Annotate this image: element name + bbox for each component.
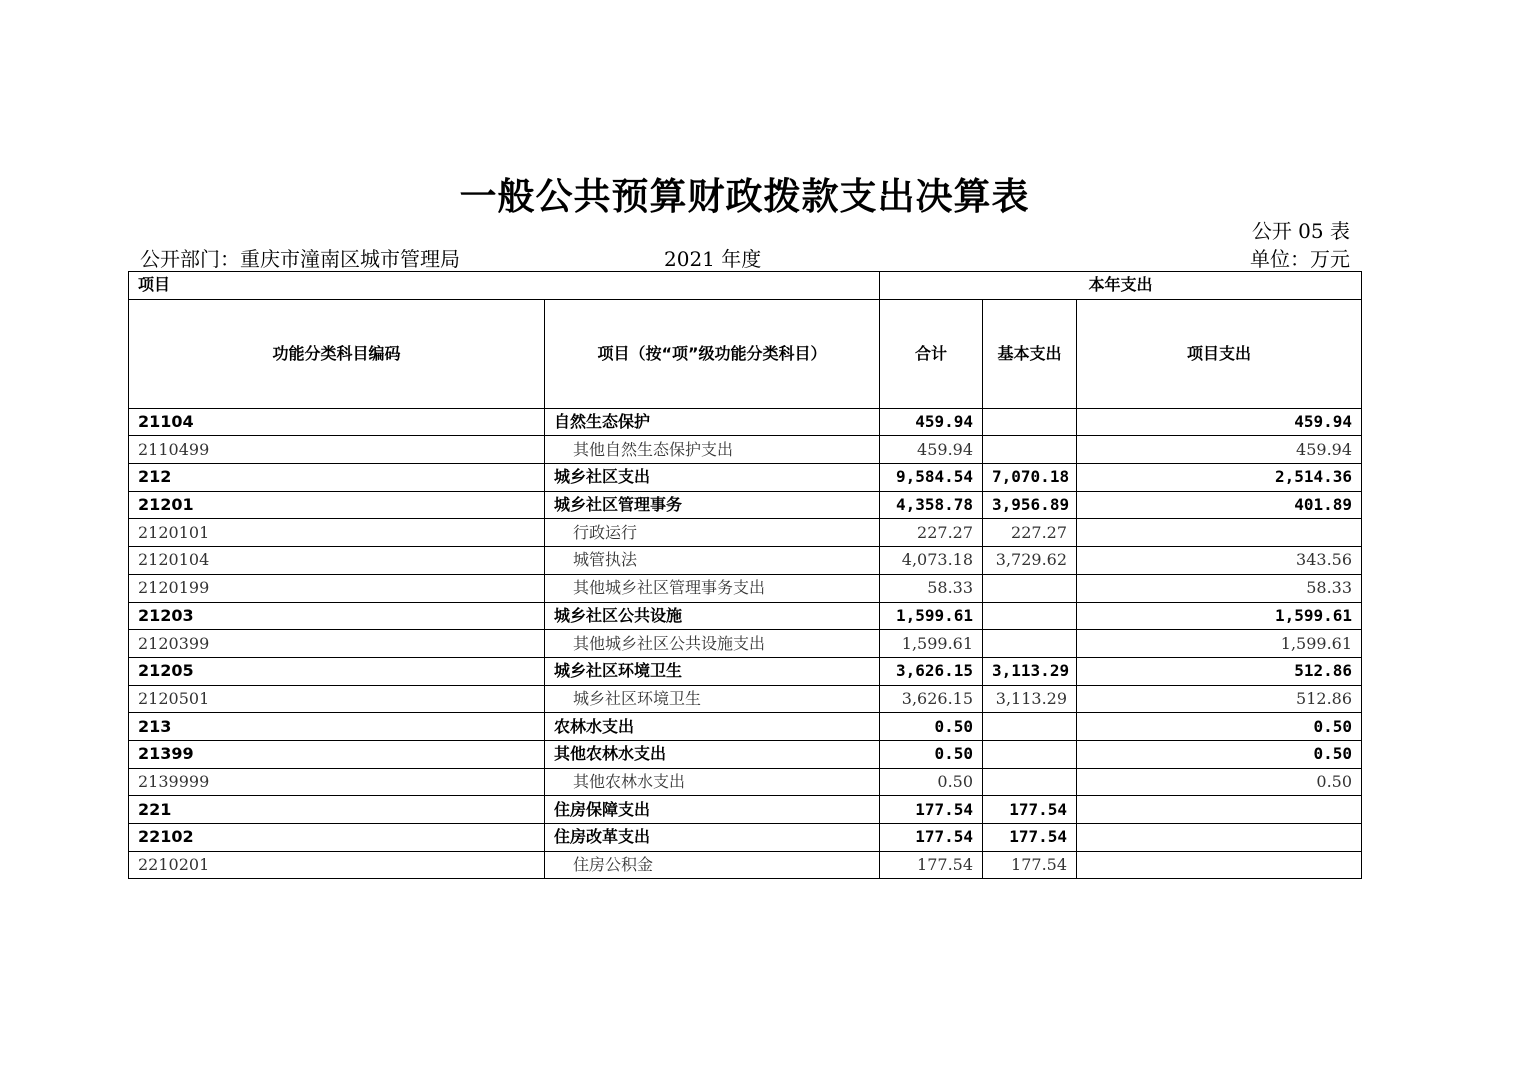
cell-project: 0.50 [1077,713,1362,741]
cell-project [1077,824,1362,852]
cell-project: 401.89 [1077,491,1362,519]
table-row [129,547,1362,575]
cell-total: 0.50 [880,768,983,796]
cell-total: 0.50 [880,740,983,768]
cell-basic [983,436,1077,464]
cell-total: 177.54 [880,796,983,824]
cell-basic [983,740,1077,768]
table-row [129,574,1362,602]
cell-project: 1,599.61 [1077,602,1362,630]
cell-total: 227.27 [880,519,983,547]
cell-name: 城乡社区管理事务 [545,491,880,519]
cell-code: 2120399 [129,630,545,658]
cell-project: 58.33 [1077,574,1362,602]
cell-name: 城乡社区环境卫生 [545,685,880,713]
header-project: 项目支出 [1077,299,1362,408]
table-row [129,464,1362,492]
cell-code: 21205 [129,657,545,685]
cell-basic [983,713,1077,741]
table-row [129,796,1362,824]
cell-code: 21399 [129,740,545,768]
cell-total: 177.54 [880,824,983,852]
cell-project: 2,514.36 [1077,464,1362,492]
unit-label: 单位：万元 [1250,247,1350,271]
cell-name: 住房公积金 [545,851,880,879]
header-row-top [129,272,1362,300]
cell-basic: 3,956.89 [983,491,1077,519]
cell-name: 行政运行 [545,519,880,547]
header-name: 项目（按“项”级功能分类科目） [545,299,880,408]
table-row [129,519,1362,547]
department-label: 公开部门：重庆市潼南区城市管理局 [140,247,460,271]
cell-project: 512.86 [1077,657,1362,685]
header-item: 项目 [129,272,880,300]
table-row [129,630,1362,658]
cell-name: 城管执法 [545,547,880,575]
cell-code: 2120101 [129,519,545,547]
header-code: 功能分类科目编码 [129,299,545,408]
table-row [129,436,1362,464]
cell-total: 0.50 [880,713,983,741]
cell-name: 其他城乡社区管理事务支出 [545,574,880,602]
cell-project: 1,599.61 [1077,630,1362,658]
cell-name: 其他农林水支出 [545,740,880,768]
cell-basic: 3,113.29 [983,685,1077,713]
cell-project: 0.50 [1077,768,1362,796]
cell-basic: 3,729.62 [983,547,1077,575]
header-current-year: 本年支出 [880,272,1362,300]
cell-project: 343.56 [1077,547,1362,575]
cell-name: 城乡社区环境卫生 [545,657,880,685]
header-row-columns [129,299,1362,408]
cell-total: 459.94 [880,436,983,464]
cell-basic: 3,113.29 [983,657,1077,685]
cell-name: 其他农林水支出 [545,768,880,796]
cell-basic [983,768,1077,796]
table-row [129,491,1362,519]
cell-basic [983,408,1077,436]
cell-name: 农林水支出 [545,713,880,741]
cell-basic: 7,070.18 [983,464,1077,492]
table-row [129,768,1362,796]
cell-code: 2120104 [129,547,545,575]
table-row [129,408,1362,436]
cell-basic: 177.54 [983,796,1077,824]
expenditure-table [128,271,1362,879]
cell-project: 0.50 [1077,740,1362,768]
cell-code: 2139999 [129,768,545,796]
cell-code: 21203 [129,602,545,630]
cell-project: 459.94 [1077,408,1362,436]
header-total: 合计 [880,299,983,408]
table-number: 公开 05 表 [1251,219,1350,243]
cell-project [1077,519,1362,547]
cell-total: 3,626.15 [880,685,983,713]
cell-code: 221 [129,796,545,824]
cell-code: 21104 [129,408,545,436]
cell-name: 住房保障支出 [545,796,880,824]
table-body [129,408,1362,879]
cell-name: 其他自然生态保护支出 [545,436,880,464]
table-row [129,851,1362,879]
cell-name: 自然生态保护 [545,408,880,436]
cell-basic: 177.54 [983,851,1077,879]
page-title: 一般公共预算财政拨款支出决算表 [459,175,1030,218]
header-basic: 基本支出 [983,299,1077,408]
cell-total: 9,584.54 [880,464,983,492]
fiscal-year-label: 2021 年度 [664,247,762,271]
cell-name: 住房改革支出 [545,824,880,852]
cell-basic [983,602,1077,630]
cell-total: 4,073.18 [880,547,983,575]
cell-total: 1,599.61 [880,602,983,630]
table-row [129,602,1362,630]
cell-project: 459.94 [1077,436,1362,464]
cell-code: 2120199 [129,574,545,602]
table-row [129,740,1362,768]
cell-total: 3,626.15 [880,657,983,685]
cell-total: 4,358.78 [880,491,983,519]
cell-code: 2210201 [129,851,545,879]
cell-code: 21201 [129,491,545,519]
cell-name: 其他城乡社区公共设施支出 [545,630,880,658]
cell-code: 2120501 [129,685,545,713]
table-row [129,824,1362,852]
cell-code: 213 [129,713,545,741]
cell-basic: 227.27 [983,519,1077,547]
cell-project: 512.86 [1077,685,1362,713]
table-row [129,657,1362,685]
cell-code: 212 [129,464,545,492]
cell-name: 城乡社区支出 [545,464,880,492]
cell-project [1077,796,1362,824]
cell-name: 城乡社区公共设施 [545,602,880,630]
table-row [129,713,1362,741]
cell-total: 58.33 [880,574,983,602]
cell-basic [983,574,1077,602]
cell-total: 1,599.61 [880,630,983,658]
cell-code: 2110499 [129,436,545,464]
cell-total: 177.54 [880,851,983,879]
table-row [129,685,1362,713]
cell-basic [983,630,1077,658]
cell-code: 22102 [129,824,545,852]
cell-project [1077,851,1362,879]
cell-basic: 177.54 [983,824,1077,852]
cell-total: 459.94 [880,408,983,436]
